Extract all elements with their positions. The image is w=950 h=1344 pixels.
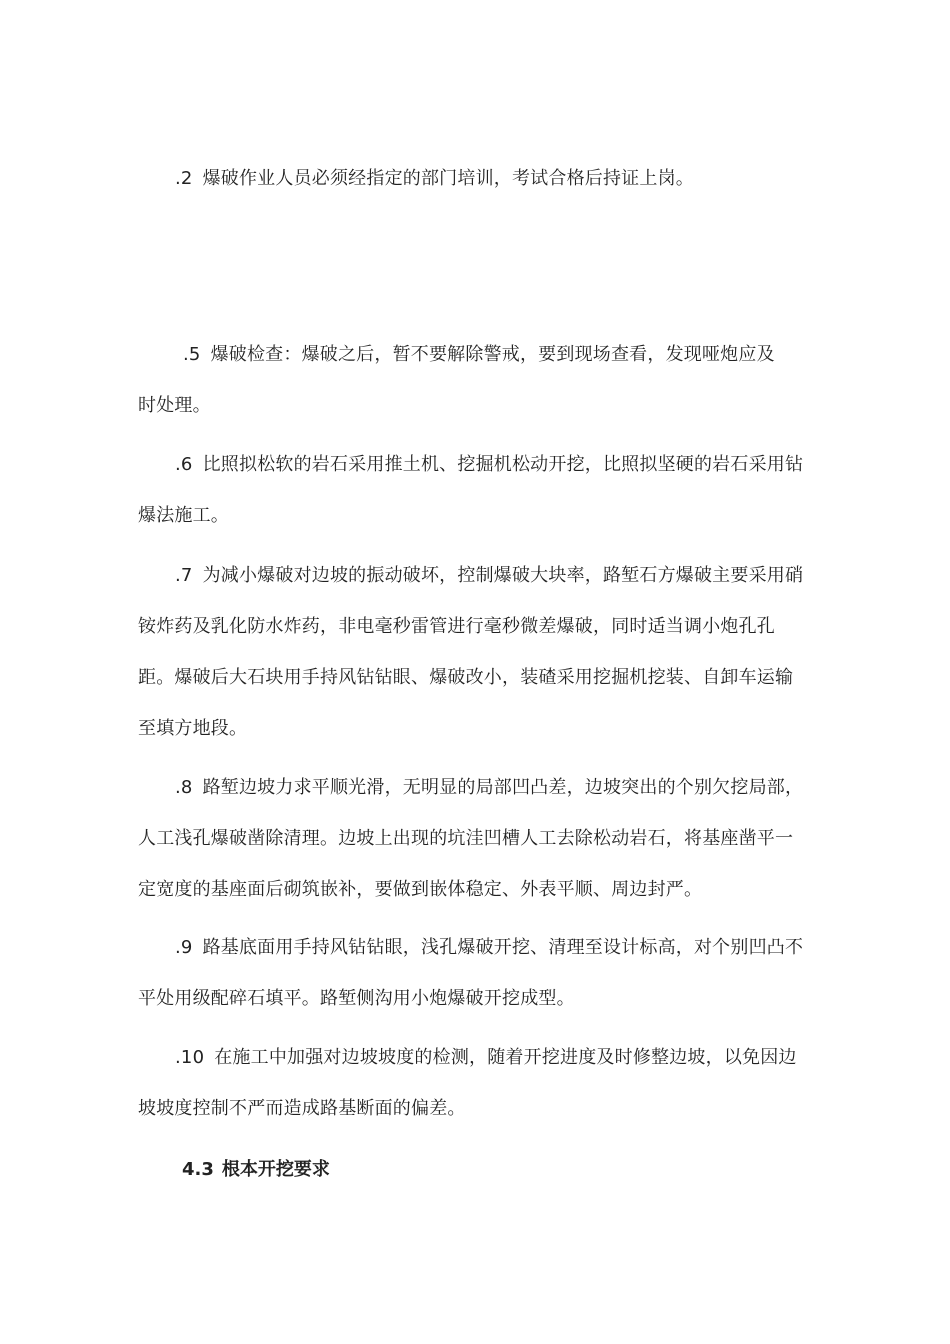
- paragraph-text: 路基底面用手持风钻钻眼，浅孔爆破开挖、清理至设计标高，对个别凹凸不平处用级配碎石填平。路堑侧沟用小炮爆破开挖成型。: [138, 937, 804, 1009]
- paragraph-6: [138, 439, 810, 541]
- paragraph-7: [138, 550, 810, 754]
- paragraph-number: .9: [175, 937, 193, 958]
- section-heading: [182, 1144, 330, 1195]
- paragraph-5: [138, 329, 810, 431]
- paragraph-text: 路堑边坡力求平顺光滑，无明显的局部凹凸差，边坡突出的个别欠挖局部，人工浅孔爆破凿除清理。边坡上出现的坑洼凹槽人工去除松动岩石，将基座凿平一定宽度的基座面后砌筑嵌补，要做到嵌体稳定、外表平顺、周边封严。: [138, 777, 804, 900]
- paragraph-continuation: 时处理。: [138, 395, 211, 416]
- section-number: 4.3: [182, 1159, 214, 1180]
- paragraph-text: 爆破检查：爆破之后，暂不要解除警戒，要到现场查看，发现哑炮应及: [210, 344, 775, 365]
- paragraph-number: .5: [183, 344, 201, 365]
- section-title: 根本开挖要求: [221, 1159, 330, 1180]
- paragraph-number: .6: [175, 454, 193, 475]
- paragraph-number: .7: [175, 565, 193, 586]
- paragraph-number: .2: [175, 168, 193, 189]
- paragraph-text: 比照拟松软的岩石采用推土机、挖掘机松动开挖，比照拟坚硬的岩石采用钻爆法施工。: [138, 454, 804, 526]
- paragraph-10: [138, 1032, 810, 1134]
- paragraph-text: 在施工中加强对边坡坡度的检测，随着开挖进度及时修整边坡，以免因边坡坡度控制不严而造成路基断面的偏差。: [138, 1047, 797, 1119]
- paragraph-2: [138, 153, 810, 204]
- paragraph-9: [138, 922, 810, 1024]
- paragraph-number: .10: [175, 1047, 205, 1068]
- paragraph-number: .8: [175, 777, 193, 798]
- paragraph-text: 为减小爆破对边坡的振动破坏，控制爆破大块率，路堑石方爆破主要采用硝铵炸药及乳化防水炸药，非电毫秒雷管进行毫秒微差爆破，同时适当调小炮孔孔距。爆破后大石块用手持风钻钻眼、爆破改小，装碴采用挖掘机挖装、自卸车运输至填方地段。: [138, 565, 804, 739]
- paragraph-text: 爆破作业人员必须经指定的部门培训，考试合格后持证上岗。: [202, 168, 694, 189]
- paragraph-8: [138, 762, 810, 915]
